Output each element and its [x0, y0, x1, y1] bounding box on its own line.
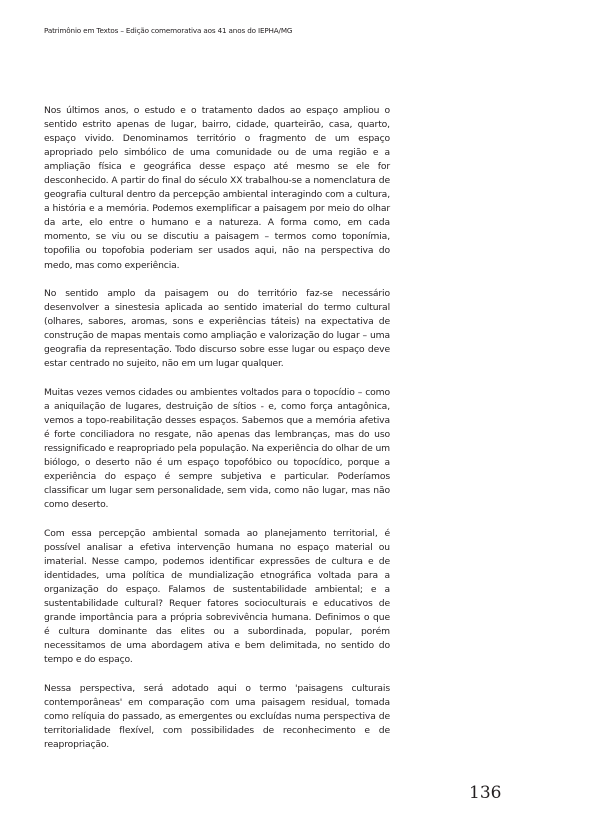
page-number: 136	[469, 783, 502, 803]
running-header: Patrimônio em Textos – Edição comemorativa aos 41 anos do IEPHA/MG	[44, 26, 293, 35]
paragraph: Nos últimos anos, o estudo e o tratamento dados ao espaço ampliou o sentido estrito apenas de lugar, bairro, cidade, quarteirão, casa, quarto, espaço vivido. Denominamos território o fragmento de um espaço apropriado pelo simbólico de uma comunidade ou de uma região e a ampliação física e geográfica desse espaço até mesmo se ele for desconhecido. A partir do final do século XX trabalhou-se a nomenclatura de geografia cultural dentro da percepção ambiental interagindo com a cultura, a história e a memória. Podemos exemplificar a paisagem por meio do olhar da arte, elo entre o humano e a natureza. A forma como, em cada momento, se viu ou se discutiu a paisagem – termos como toponímia, topofilia ou topofobia poderiam ser usados aqui, não na perspectiva do medo, mas como experiência.	[44, 105, 390, 271]
body-text	[44, 104, 390, 766]
paragraph: Com essa percepção ambiental somada ao planejamento territorial, é possível analisar a efetiva intervenção humana no espaço material ou imaterial. Nesse campo, podemos identificar expressões de cultura e de identidades, uma política de mundialização etnográfica voltada para a organização do espaço. Falamos de sustentabilidade ambiental; e a sustentabilidade cultural? Requer fatores socioculturais e educativos de grande importância para a própria sobrevivência humana. Definimos o que é cultura dominante das elites ou a subordinada, popular, porém necessitamos de uma abordagem ativa e bem delimitada, no sentido do tempo e do espaço.	[44, 527, 390, 666]
paragraph: Nessa perspectiva, será adotado aqui o termo 'paisagens culturais contemporâneas' em comparação com uma paisagem residual, tomada como relíquia do passado, as emergentes ou excluídas numa perspectiva de territorialidade flexível, com possibilidades de reconhecimento e de reapropriação.	[44, 682, 390, 750]
paragraph: No sentido amplo da paisagem ou do território faz-se necessário desenvolver a sinestesia aplicada ao sentido imaterial do termo cultural (olhares, sabores, aromas, sons e experiências táteis) na expectativa de construção de mapas mentais como ampliação e valorização do lugar – uma geografia da representação. Todo discurso sobre esse lugar ou espaço deve estar centrado no sujeito, não em um lugar qualquer.	[44, 288, 390, 370]
paragraph: Muitas vezes vemos cidades ou ambientes voltados para o topocídio – como a aniquilação de lugares, destruição de sítios - e, como força antagônica, vemos a topo-reabilitação desses espaços. Sabemos que a memória afetiva é forte conciliadora no resgate, não apenas das lembranças, mas do uso ressignificado e reapropriado pela população. Na experiência do olhar de um biólogo, o deserto não é um espaço topofóbico ou topocídico, porque a experiência do espaço é sempre subjetiva e particular. Poderíamos classificar um lugar sem personalidade, sem vida, como não lugar, mas não como deserto.	[44, 386, 390, 511]
